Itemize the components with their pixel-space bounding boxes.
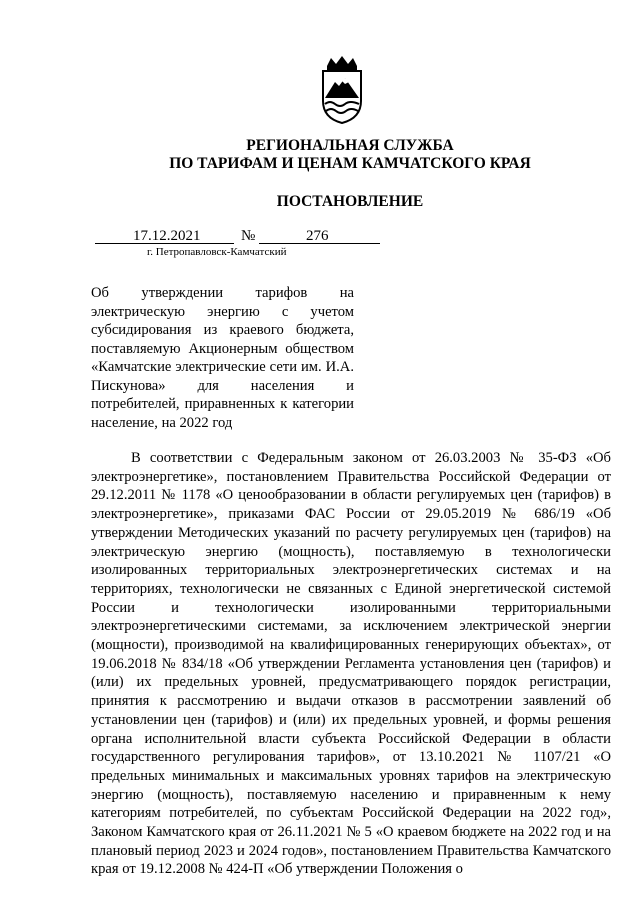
number-sign: № — [241, 228, 256, 244]
document-number: 276 — [306, 228, 329, 244]
kamchatka-coat-of-arms-icon — [319, 56, 365, 124]
document-body: В соответствии с Федеральным законом от 26.03.2003 № 35-ФЗ «Об электроэнергетике», постановлением Правительства Российской Федерации от 29.12.2011 № 1178 «О ценообразовании в области регулируемых цен (тарифов) в электроэнергетике», приказами ФАС России от 29.05.2019 № 686/19 «Об утверждении Методических указаний по расчету регулируемых цен (тарифов) на электрическую энергию (мощность), поставляемую в технологически изолированных территориальных электроэнергетических системах и на территориях, технологически не связанных с Единой энергетической системой России и технологически изолированными территориальными электроэнергетическими системами, за исключением электрической энергии (мощности), производимой на квалифицированных генерирующих объектах», от 19.06.2018 № 834/18 «Об утверждении Регламента установления цен (тарифов) и (или) их предельных уровней, предусматривающего порядок регистрации, принятия к рассмотрению и выдачи отказов в рассмотрении заявлений об установлении цен (тарифов) и (или) их предельных уровней, и формы решения органа исполнительной власти субъекта Российской Федерации в области государственного регулирования тарифов», от 13.10.2021 № 1107/21 «О предельных минимальных и максимальных уровнях тарифов на электрическую энергию (мощность), поставляемую населению и приравненным к нему категориям потребителей, по субъектам Российской Федерации на 2022 год», Законом Камчатского края от 26.11.2021 № 5 «О краевом бюджете на 2022 год и на плановый период 2023 и 2024 годов», постановлением Правительства Камчатского края от 19.12.2008 № 424-П «Об утверждении Положения о — [91, 450, 611, 878]
org-name-line2: ПО ТАРИФАМ И ЦЕНАМ КАМЧАТСКОГО КРАЯ — [169, 155, 531, 172]
document-subject: Об утверждении тарифов на электрическую энергию с учетом субсидирования из краевого бюджета, поставляемую Акционерным обществом «Камчатские электрические сети им. И.А. Пискунова» для населения и потребителей, приравненных к категории население, на 2022 год — [91, 285, 354, 431]
org-name-line1: РЕГИОНАЛЬНАЯ СЛУЖБА — [246, 137, 454, 154]
document-title: ПОСТАНОВЛЕНИЕ — [276, 193, 424, 210]
document-city: г. Петропавловск-Камчатский — [147, 246, 287, 258]
document-date: 17.12.2021 — [133, 228, 201, 244]
